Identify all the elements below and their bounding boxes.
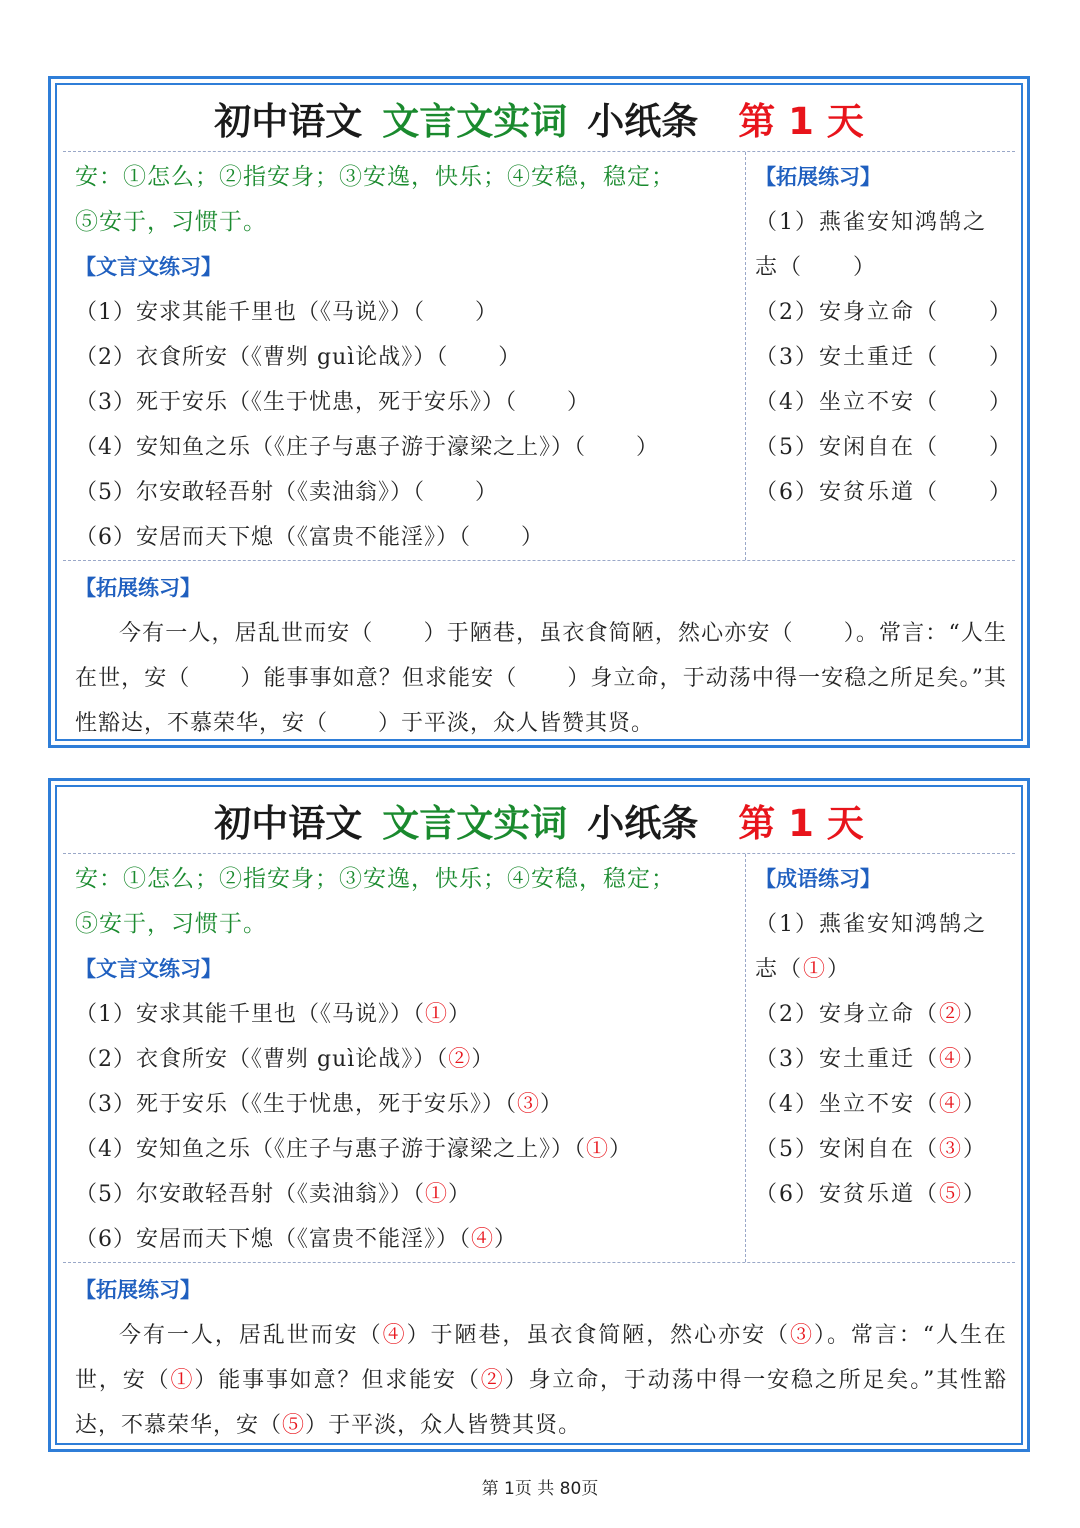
exercise-item: （5）尔安敢轻吾射（《卖油翁》）（①） xyxy=(75,1182,472,1207)
idiom-item: （4）坐立不安（④） xyxy=(755,1092,988,1117)
title-day: 第 1 天 xyxy=(738,100,864,143)
definition xyxy=(75,857,745,947)
answer: ① xyxy=(425,1182,449,1207)
card-grid xyxy=(63,151,1015,736)
exercise-text: （4）安知鱼之乐（《庄子与惠子游于濠梁之上》） xyxy=(75,435,574,460)
answer: ① xyxy=(425,1002,449,1027)
divider-vertical xyxy=(745,152,746,560)
card-title xyxy=(51,799,1027,849)
divider-vertical xyxy=(745,854,746,1262)
exercise-item: （4）安知鱼之乐（《庄子与惠子游于濠梁之上》）（①） xyxy=(75,1137,633,1162)
definition xyxy=(75,155,745,245)
exercise-text: （5）尔安敢轻吾射（《卖油翁》） xyxy=(75,480,413,505)
exercise-item: （2）衣食所安（《曹刿 guì论战》）（ ） xyxy=(75,345,522,370)
section-heading: 【成语练习】 xyxy=(755,867,881,891)
idiom-item: （2）安身立命（②） xyxy=(755,1002,988,1027)
idiom-item: （2）安身立命（ ） xyxy=(755,300,1014,325)
title-note: 小纸条 xyxy=(587,100,699,143)
answer: ④ xyxy=(939,1047,964,1072)
answer: ⑤ xyxy=(939,1182,964,1207)
answer: ② xyxy=(480,1368,505,1393)
idiom-item: （1）燕雀安知鸿鹄之 xyxy=(755,210,987,235)
answer: ③ xyxy=(517,1092,541,1117)
exercise-card xyxy=(48,76,1030,748)
idiom-item: （6）安贫乐道（⑤） xyxy=(755,1182,988,1207)
answer: ① xyxy=(586,1137,610,1162)
exercise-text: （3）死于安乐（《生于忧患，死于安乐》） xyxy=(75,390,505,415)
page-footer: 第 1页 共 80页 xyxy=(481,1479,599,1499)
card-grid xyxy=(63,853,1015,1437)
expand-section xyxy=(75,566,1007,746)
answer: ② xyxy=(939,1002,964,1027)
exercise-item: （2）衣食所安（《曹刿 guì论战》）（②） xyxy=(75,1047,495,1072)
expand-section xyxy=(75,1268,1007,1448)
exercise-text: （1）安求其能千里也（《马说》） xyxy=(75,300,413,325)
definition-line: ⑤安于，习惯于。 xyxy=(75,209,267,235)
section-heading: 【拓展练习】 xyxy=(75,1278,201,1302)
exercise-item: （6）安居而天下熄（《富贵不能淫》）（④） xyxy=(75,1227,518,1252)
exercise-item: （1）安求其能千里也（《马说》）（①） xyxy=(75,1002,472,1027)
passage: 今有一人，居乱世而安（ ）于陋巷，虽衣食简陋，然心亦安（ ）。常言：“人生在世，安（ ）能事事如意？但求能安（ ）身立命，于动荡中得一安稳之所足矣。”其性豁达，不慕荣华，安（ ）于平淡，众人皆赞其贤。 xyxy=(75,621,1007,736)
idiom-item: （4）坐立不安（ ） xyxy=(755,390,1014,415)
exercise-item: （3）死于安乐（《生于忧患，死于安乐》）（③） xyxy=(75,1092,564,1117)
section-heading: 【文言文练习】 xyxy=(75,255,222,279)
left-column xyxy=(75,854,745,1262)
passage: 今有一人，居乱世而安（④）于陋巷，虽衣食简陋，然心亦安（③）。常言：“人生在世，安（①）能事事如意？但求能安（②）身立命，于动荡中得一安稳之所足矣。”其性豁达，不慕荣华，安（⑤）于平淡，众人皆赞其贤。 xyxy=(75,1323,1007,1438)
answer: ③ xyxy=(939,1137,964,1162)
divider-horizontal xyxy=(63,560,1015,561)
idiom-item-cont: 志（①） xyxy=(755,957,852,982)
right-column xyxy=(755,854,1021,1217)
section-heading: 【拓展练习】 xyxy=(755,165,881,189)
answer: ④ xyxy=(471,1227,495,1252)
title-day: 第 1 天 xyxy=(738,802,864,845)
exercise-text: （2）衣食所安（《曹刿 guì论战》） xyxy=(75,345,437,370)
idiom-item: （3）安土重迁（ ） xyxy=(755,345,1014,370)
answer: ③ xyxy=(790,1323,814,1348)
answer: ① xyxy=(170,1368,195,1393)
exercise-item: （3）死于安乐（《生于忧患，死于安乐》）（ ） xyxy=(75,390,591,415)
answer: ① xyxy=(803,957,828,982)
section-heading: 【拓展练习】 xyxy=(75,576,201,600)
card-title xyxy=(51,97,1027,147)
exercise-item: （6）安居而天下熄（《富贵不能淫》）（ ） xyxy=(75,525,545,550)
idiom-item: （5）安闲自在（ ） xyxy=(755,435,1014,460)
title-topic: 文言文实词 xyxy=(382,802,568,845)
section-heading: 【文言文练习】 xyxy=(75,957,222,981)
left-column xyxy=(75,152,745,560)
title-note: 小纸条 xyxy=(587,802,699,845)
definition-line: ⑤安于，习惯于。 xyxy=(75,911,267,937)
title-subject: 初中语文 xyxy=(214,802,363,845)
right-column xyxy=(755,152,1021,515)
idiom-item-cont: 志（ ） xyxy=(755,255,878,280)
idiom-item: （3）安土重迁（④） xyxy=(755,1047,988,1072)
divider-horizontal xyxy=(63,1262,1015,1263)
answer: ② xyxy=(448,1047,472,1072)
answer-card xyxy=(48,778,1030,1452)
idiom-item: （1）燕雀安知鸿鹄之 xyxy=(755,912,987,937)
exercise-item: （4）安知鱼之乐（《庄子与惠子游于濠梁之上》）（ ） xyxy=(75,435,660,460)
definition-line: 安：①怎么；②指安身；③安逸，快乐；④安稳，稳定； xyxy=(75,164,675,190)
answer: ④ xyxy=(382,1323,407,1348)
definition-line: 安：①怎么；②指安身；③安逸，快乐；④安稳，稳定； xyxy=(75,866,675,892)
title-topic: 文言文实词 xyxy=(382,100,568,143)
answer: ④ xyxy=(939,1092,964,1117)
exercise-item: （1）安求其能千里也（《马说》）（ ） xyxy=(75,300,499,325)
title-subject: 初中语文 xyxy=(214,100,363,143)
answer: ⑤ xyxy=(282,1413,306,1438)
idiom-item: （5）安闲自在（③） xyxy=(755,1137,988,1162)
exercise-text: （6）安居而天下熄（《富贵不能淫》） xyxy=(75,525,459,550)
idiom-item: （6）安贫乐道（ ） xyxy=(755,480,1014,505)
exercise-item: （5）尔安敢轻吾射（《卖油翁》）（ ） xyxy=(75,480,499,505)
